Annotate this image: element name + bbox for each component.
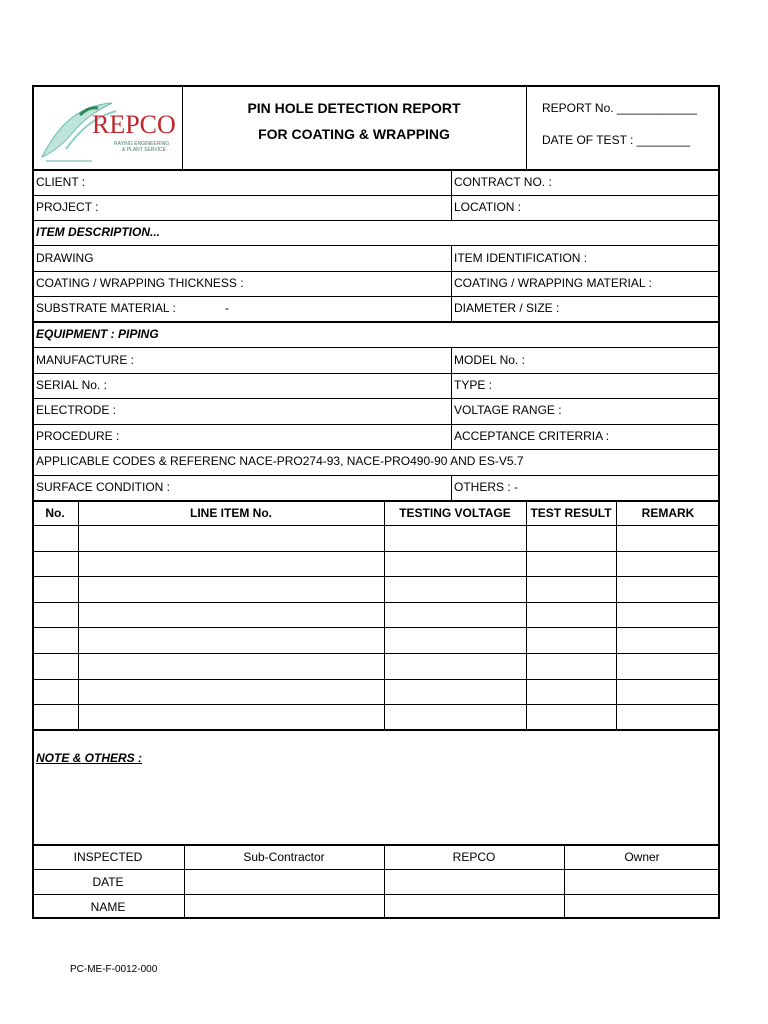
signoff-date-subcontractor-cell[interactable] xyxy=(185,870,384,894)
col-header-test-result: TEST RESULT xyxy=(530,506,612,520)
repco-logo xyxy=(36,91,178,165)
signoff-subcontractor-label: Sub-Contractor xyxy=(243,850,325,864)
model-no-field[interactable]: MODEL No. : xyxy=(454,353,525,367)
report-form xyxy=(32,85,720,919)
col-header-remark: REMARK xyxy=(641,506,695,520)
serial-no-field[interactable]: SERIAL No. : xyxy=(36,378,107,392)
substrate-material-value: - xyxy=(225,301,229,315)
signoff-date-label: DATE xyxy=(92,875,124,889)
col-header-no: No. xyxy=(45,506,65,520)
applicable-codes-field[interactable]: APPLICABLE CODES & REFERENC NACE-PRO274-93, NACE-PRO490-90 AND ES-V5.7 xyxy=(36,454,524,468)
signoff-repco-label: REPCO xyxy=(452,850,496,864)
report-title-line2: FOR COATING & WRAPPING xyxy=(258,126,450,142)
col-header-line-item: LINE ITEM No. xyxy=(190,506,272,520)
logo-tagline-2: & PLANT SERVICE xyxy=(122,147,166,153)
coating-thickness-field[interactable]: COATING / WRAPPING THICKNESS : xyxy=(36,276,244,290)
acceptance-criteria-field[interactable]: ACCEPTANCE CRITERRIA : xyxy=(454,429,610,443)
signoff-owner-label: Owner xyxy=(624,850,660,864)
signoff-date-owner-cell[interactable] xyxy=(565,870,718,894)
item-description-heading: ITEM DESCRIPTION... xyxy=(36,225,161,239)
report-title-line1: PIN HOLE DETECTION REPORT xyxy=(247,100,461,116)
date-of-test-field[interactable]: DATE OF TEST : ________ xyxy=(542,133,691,147)
contract-no-field[interactable]: CONTRACT NO. : xyxy=(454,175,552,189)
report-number-field[interactable]: REPORT No. ____________ xyxy=(542,101,697,115)
signoff-inspected-label: INSPECTED xyxy=(73,850,143,864)
substrate-material-field[interactable]: SUBSTRATE MATERIAL : xyxy=(36,301,176,315)
surface-condition-field[interactable]: SURFACE CONDITION : xyxy=(36,480,171,494)
procedure-field[interactable]: PROCEDURE : xyxy=(36,429,120,443)
project-field[interactable]: PROJECT : xyxy=(36,200,99,214)
electrode-field[interactable]: ELECTRODE : xyxy=(36,403,117,417)
equipment-heading: EQUIPMENT : PIPING xyxy=(36,327,159,341)
client-field[interactable]: CLIENT : xyxy=(36,175,86,189)
item-identification-field[interactable]: ITEM IDENTIFICATION : xyxy=(454,251,588,265)
signoff-name-owner-cell[interactable] xyxy=(565,895,718,917)
location-field[interactable]: LOCATION : xyxy=(454,200,522,214)
others-field[interactable]: OTHERS : - xyxy=(454,480,519,494)
notes-area[interactable] xyxy=(32,769,720,843)
coating-material-field[interactable]: COATING / WRAPPING MATERIAL : xyxy=(454,276,652,290)
form-code: PC-ME-F-0012-000 xyxy=(70,964,158,975)
signoff-name-repco-cell[interactable] xyxy=(385,895,564,917)
drawing-field[interactable]: DRAWING xyxy=(36,251,94,265)
signoff-date-repco-cell[interactable] xyxy=(385,870,564,894)
logo-text: REPCO xyxy=(92,110,176,139)
signoff-name-label: NAME xyxy=(90,900,126,914)
col-header-testing-voltage: TESTING VOLTAGE xyxy=(399,506,511,520)
signoff-name-subcontractor-cell[interactable] xyxy=(185,895,384,917)
diameter-size-field[interactable]: DIAMETER / SIZE : xyxy=(454,301,560,315)
type-field[interactable]: TYPE : xyxy=(454,378,493,392)
manufacture-field[interactable]: MANUFACTURE : xyxy=(36,353,135,367)
voltage-range-field[interactable]: VOLTAGE RANGE : xyxy=(454,403,562,417)
notes-heading: NOTE & OTHERS : xyxy=(36,751,143,765)
logo-tagline: RAYING ENGINEERING xyxy=(114,141,170,147)
